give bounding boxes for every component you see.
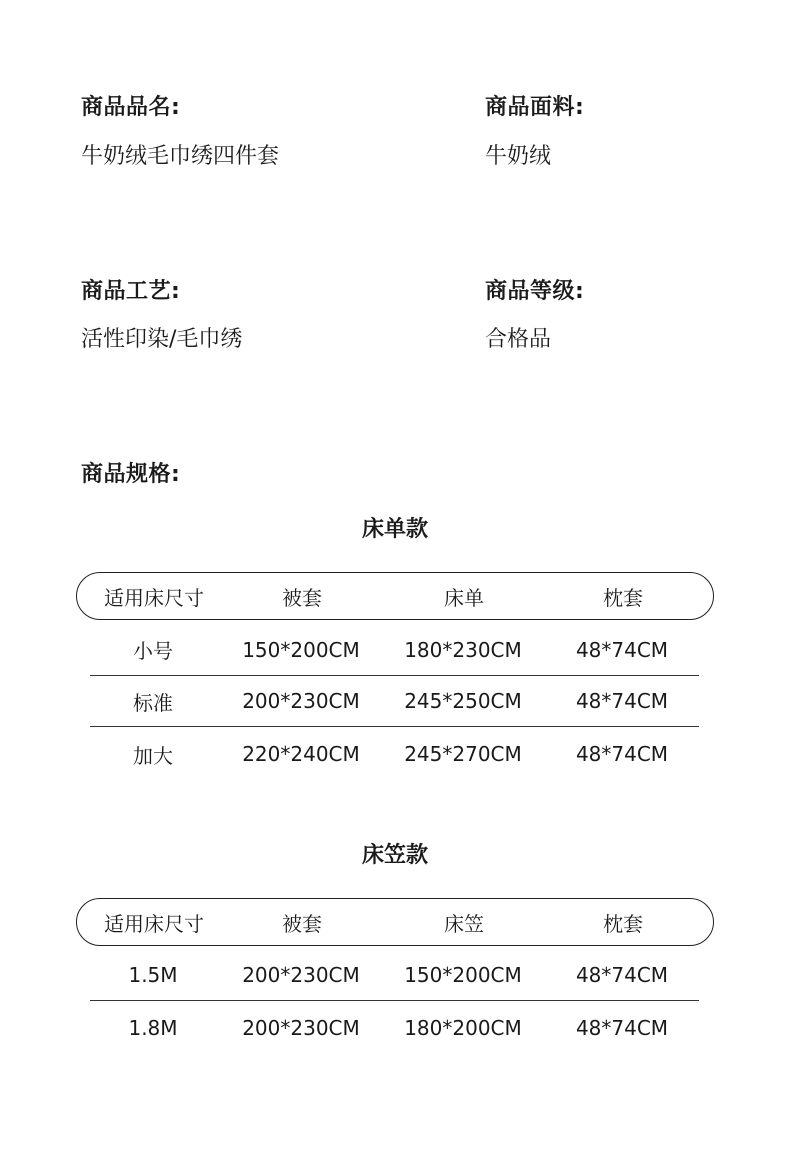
table-cell: 200*230CM xyxy=(242,689,360,713)
fitted-table-title: 床笠款 xyxy=(361,843,428,868)
table-cell: 1.5M xyxy=(128,963,178,987)
table-row xyxy=(90,950,699,1001)
header-cell: 适用床尺寸 xyxy=(104,585,204,610)
craft-value: 活性印染/毛巾绣 xyxy=(81,327,243,352)
table-row xyxy=(90,727,699,781)
grade-label: 商品等级: xyxy=(485,279,585,304)
table-cell: 150*200CM xyxy=(404,963,522,987)
sheet-table-header xyxy=(76,572,714,620)
table-cell: 245*270CM xyxy=(404,742,522,766)
fitted-table-header xyxy=(76,898,714,946)
fabric-value: 牛奶绒 xyxy=(485,144,552,169)
table-row xyxy=(90,1001,699,1055)
table-cell: 48*74CM xyxy=(575,637,669,662)
spec-label: 商品规格: xyxy=(81,462,181,487)
table-cell: 小号 xyxy=(133,639,173,663)
table-cell: 200*230CM xyxy=(242,963,360,987)
table-cell: 标准 xyxy=(133,690,173,715)
table-cell: 180*200CM xyxy=(404,1016,522,1040)
table-cell: 220*240CM xyxy=(242,742,360,766)
table-cell: 加大 xyxy=(133,743,173,768)
header-cell: 被套 xyxy=(282,911,322,936)
table-cell: 48*74CM xyxy=(575,742,669,766)
product-name-label: 商品品名: xyxy=(81,95,181,120)
table-cell: 48*74CM xyxy=(575,963,669,987)
header-cell: 床单 xyxy=(444,585,484,610)
header-cell: 床笠 xyxy=(444,911,484,936)
table-cell: 200*230CM xyxy=(242,1016,360,1040)
product-name-value: 牛奶绒毛巾绣四件套 xyxy=(81,144,280,169)
craft-label: 商品工艺: xyxy=(81,279,181,304)
grade-value: 合格品 xyxy=(485,327,552,352)
table-cell: 48*74CM xyxy=(575,1016,669,1040)
table-cell: 150*200CM xyxy=(242,637,360,662)
sheet-table-title: 床单款 xyxy=(361,517,428,542)
table-cell: 48*74CM xyxy=(575,689,669,713)
table-cell: 245*250CM xyxy=(404,689,522,713)
header-cell: 枕套 xyxy=(603,911,643,936)
table-cell: 180*230CM xyxy=(404,637,522,662)
table-row xyxy=(90,676,699,727)
header-cell: 被套 xyxy=(282,585,322,610)
fabric-label: 商品面料: xyxy=(485,95,585,120)
header-cell: 枕套 xyxy=(603,585,643,610)
header-cell: 适用床尺寸 xyxy=(104,911,204,936)
table-row xyxy=(90,624,699,676)
table-cell: 1.8M xyxy=(128,1016,178,1040)
